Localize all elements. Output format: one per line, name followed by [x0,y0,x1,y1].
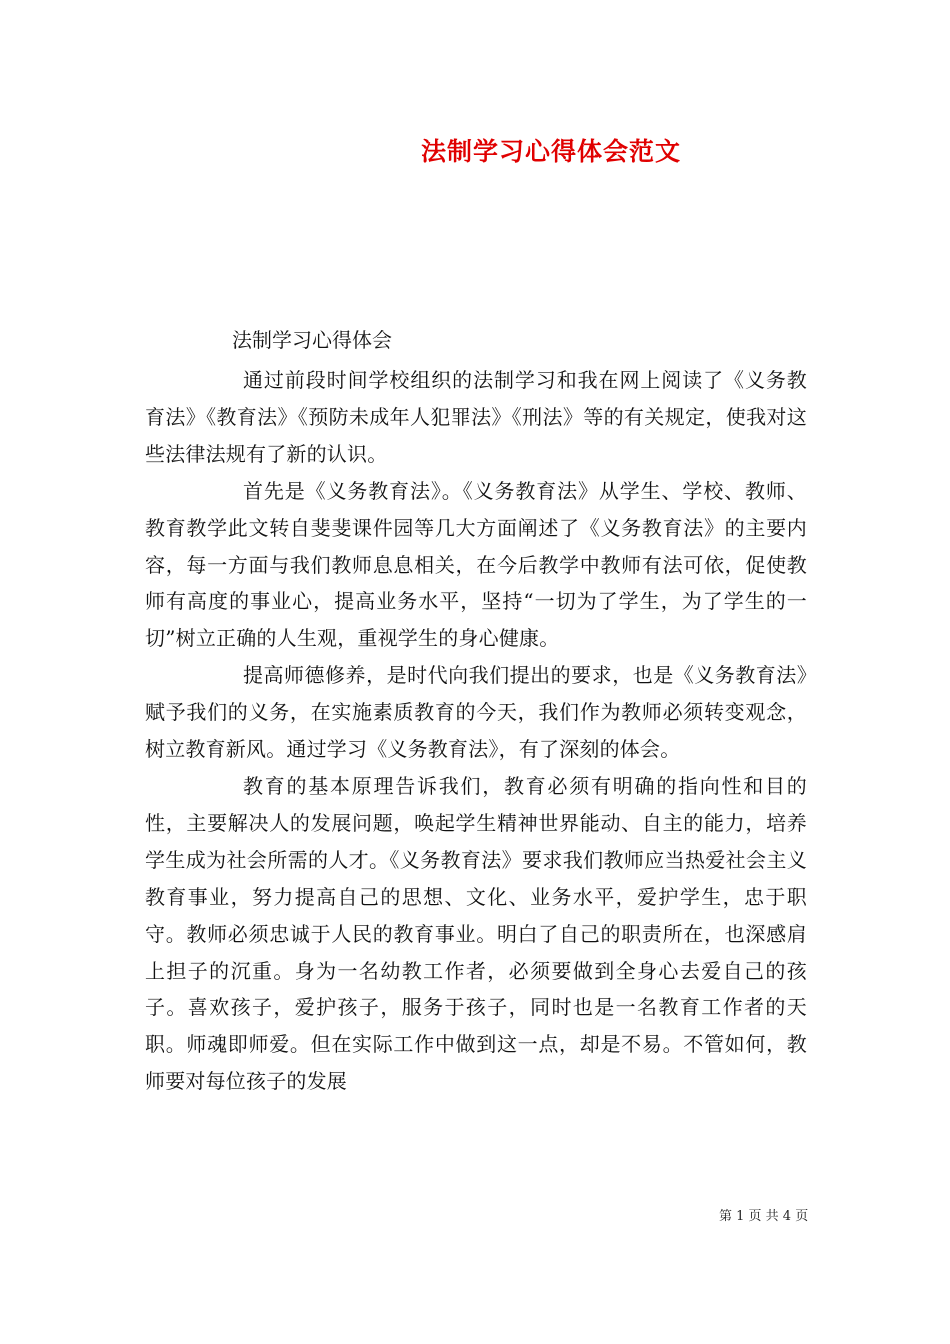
document-subtitle: 法制学习心得体会 [232,328,392,352]
document-body [145,362,807,1100]
page-number-footer: 第 1 页 共 4 页 [719,1209,809,1224]
body-paragraph: 教育的基本原理告诉我们，教育必须有明确的指向性和目的性，主要解决人的发展问题，唤起学生精神世界能动、自主的能力，培养学生成为社会所需的人才。《义务教育法》要求我们教师应当热爱社会主义教育事业，努力提高自己的思想、文化、业务水平，爱护学生，忠于职守。教师必须忠诚于人民的教育事业。明白了自己的职责所在，也深感肩上担子的沉重。身为一名幼教工作者，必须要做到全身心去爱自己的孩子。喜欢孩子，爱护孩子，服务于孩子，同时也是一名教育工作者的天职。师魂即师爱。但在实际工作中做到这一点，却是不易。不管如何，教师要对每位孩子的发展 [145,773,807,1094]
body-paragraph: 通过前段时间学校组织的法制学习和我在网上阅读了《义务教育法》《教育法》《预防未成年人犯罪法》《刑法》等的有关规定，使我对这些法律法规有了新的认识。 [145,368,807,466]
body-paragraph: 提高师德修养，是时代向我们提出的要求，也是《义务教育法》赋予我们的义务，在实施素质教育的今天，我们作为教师必须转变观念，树立教育新风。通过学习《义务教育法》，有了深刻的体会。 [145,663,807,762]
page-title: 法制学习心得体会范文 [420,137,681,166]
body-paragraph: 首先是《义务教育法》。《义务教育法》从学生、学校、教师、教育教学此文转自斐斐课件园等几大方面阐述了《义务教育法》的主要内容，每一方面与我们教师息息相关，在今后教学中教师有法可依，促使教师有高度的事业心，提高业务水平，坚持“一切为了学生，为了学生的一切”树立正确的人生观，重视学生的身心健康。 [145,478,807,651]
